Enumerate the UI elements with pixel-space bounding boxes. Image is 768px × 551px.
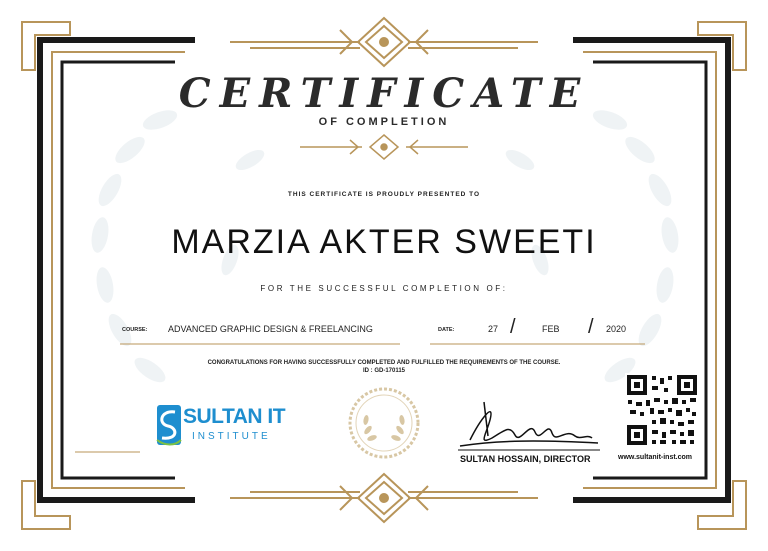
date-month: FEB [542, 324, 560, 334]
completion-line: FOR THE SUCCESSFUL COMPLETION OF: [260, 284, 508, 293]
signer-name: SULTAN HOSSAIN, DIRECTOR [460, 454, 591, 464]
laurel-icon [363, 415, 406, 442]
date-label: DATE: [438, 327, 455, 333]
bottom-ornament-icon [230, 474, 538, 522]
date-separator-1: / [510, 316, 516, 338]
institute-logo-main: SULTAN IT [183, 405, 286, 428]
date-year: 2020 [606, 324, 627, 334]
congratulations-text: CONGRATULATIONS FOR HAVING SUCCESSFULLY COMPLETED AND FULFILLED THE REQUIREMENTS OF THE COURSE. [207, 360, 561, 366]
date-separator-2: / [588, 316, 594, 338]
presented-to-text: THIS CERTIFICATE IS PROUDLY PRESENTED TO [287, 191, 481, 198]
certificate-id: ID : GD-170115 [362, 368, 406, 374]
course-name: ADVANCED GRAPHIC DESIGN & FREELANCING [168, 324, 373, 334]
certificate-title: CERTIFICATE [178, 70, 590, 117]
date-day: 27 [488, 324, 499, 334]
qr-code-icon [625, 373, 699, 447]
recipient-name: MARZIA AKTER SWEETI [171, 223, 597, 261]
seal-icon [350, 389, 418, 457]
ornament-icon [300, 135, 468, 159]
institute-logo-sub: INSTITUTE [192, 431, 271, 442]
website-link[interactable]: www.sultanit-inst.com [618, 454, 693, 461]
signature-icon [460, 402, 598, 446]
institute-logo-icon [157, 405, 181, 445]
certificate-subtitle: OF COMPLETION [318, 116, 450, 128]
course-label: COURSE: [122, 327, 148, 333]
top-ornament-icon [230, 18, 538, 66]
